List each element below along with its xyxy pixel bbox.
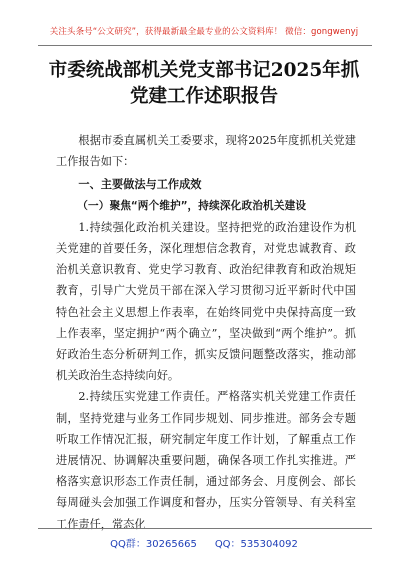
footer-qq: QQ：535304092 [214, 539, 298, 550]
footer-qq-group: QQ群：30265665 [110, 539, 197, 550]
header-divider [38, 45, 372, 46]
footer-divider [38, 528, 372, 529]
footer-contact [0, 535, 408, 550]
document-body [56, 130, 356, 535]
body-paragraph-1: 1.持续强化政治机关建设。坚持把党的政治建设作为机关党建的首要任务，深化理想信念教育，对党忠诚教育、政治机关意识教育、党史学习教育、政治纪律教育和政治规矩教育，引导广大党员干部在深入学习贯彻习近平新时代中国特色社会主义思想上作表率，在始终同党中央保持高度一致上作表率，坚定拥护“两个确立”，坚决做到“两个维护”。抓好政治生态分析研判工作，抓实反馈问题整改落实，推动部机关政治生态持续向好。 [56, 220, 356, 383]
body-paragraph-2: 2.持续压实党建工作责任。严格落实机关党建工作责任制，坚持党建与业务工作同步规划、同步推进。部务会专题听取工作情况汇报，研究制定年度工作计划，了解重点工作进展情况、协调解决重要问题，确保各项工作扎实推进。严格落实意识形态工作责任制，通过部务会、月度例会、部长每周碰头会加强工作调度和督办，压实分管领导、有关科室工作责任，常态化 [56, 390, 356, 531]
document-title: 市委统战部机关党支部书记2025年抓党建工作述职报告 [48, 60, 360, 107]
section-heading: 一、主要做法与工作成效 [78, 178, 202, 192]
intro-paragraph: 根据市委直属机关工委要求，现将2025年度抓机关党建工作报告如下： [56, 134, 356, 169]
subsection-heading: （一）聚焦“两个维护”，持续深化政治机关建设 [77, 199, 307, 212]
header-note: 关注头条号“公文研究”，获得最新最全最专业的公文资料库！ 微信：gongwenyj [49, 27, 359, 37]
